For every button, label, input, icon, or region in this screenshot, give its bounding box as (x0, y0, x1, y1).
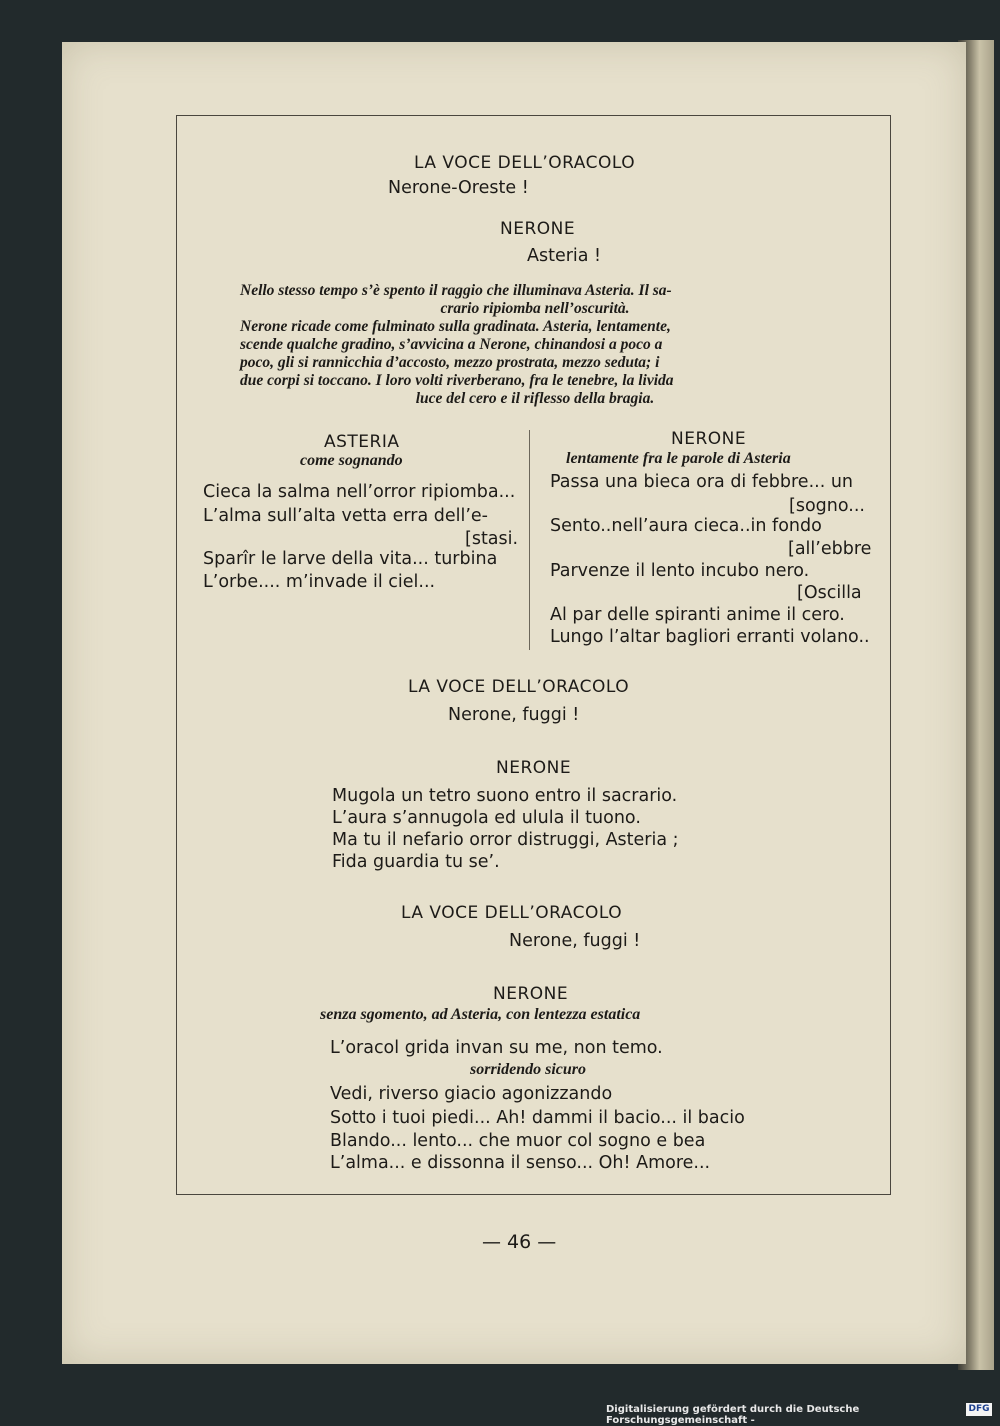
verse-line: L’orbe.... m’invade il ciel... (203, 572, 436, 592)
speaker-heading: LA VOCE DELL’ORACOLO (408, 677, 630, 697)
digitization-credit: Digitalisierung gefördert durch die Deutsche Forschungsgemeinschaft - (606, 1404, 860, 1426)
stage-line: poco, gli si rannicchia d’accosto, mezzo prostrata, mezzo seduta; i (240, 354, 660, 371)
stage-line: Nerone ricade come fulminato sulla gradinata. Asteria, lentamente, (240, 318, 671, 335)
stage-direction: come sognando (300, 452, 403, 469)
verse-line: Lungo l’altar bagliori erranti volano.. (550, 627, 870, 647)
speaker-heading: LA VOCE DELL’ORACOLO (401, 903, 623, 923)
verse-line: L’alma... e dissonna il senso... Oh! Amore... (330, 1153, 711, 1173)
dfg-logo: DFG (966, 1403, 992, 1416)
verse-line: Nerone, fuggi ! (509, 931, 641, 951)
page-number: — 46 — (482, 1231, 557, 1253)
stage-direction (240, 282, 830, 408)
verse-line: Cieca la salma nell’orror ripiomba... (203, 482, 516, 502)
speaker-heading: NERONE (671, 429, 747, 449)
verse-line: [sogno... (789, 496, 865, 516)
verse-line: Fida guardia tu se’. (332, 852, 500, 872)
verse-line: Ma tu il nefario orror distruggi, Asteria ; (332, 830, 679, 850)
text-frame (176, 115, 891, 1195)
verse-line: L’oracol grida invan su me, non temo. (330, 1038, 663, 1058)
verse-line: Mugola un tetro suono entro il sacrario. (332, 786, 678, 806)
column-divider (529, 430, 530, 650)
verse-line: Sento..nell’aura cieca..in fondo (550, 516, 822, 536)
verse-line: Passa una bieca ora di febbre... un (550, 472, 854, 492)
verse-line: L’alma sull’alta vetta erra dell’e- (203, 506, 488, 526)
verse-line: Blando... lento... che muor col sogno e bea (330, 1131, 706, 1151)
verse-line: Sparîr le larve della vita... turbina (203, 549, 498, 569)
verse-line: Asteria ! (527, 246, 602, 266)
stage-line: Nello stesso tempo s’è spento il raggio che illuminava Asteria. Il sa- (240, 282, 672, 299)
verse-line: [Oscilla (797, 583, 862, 603)
stage-direction: lentamente fra le parole di Asteria (566, 450, 791, 467)
verse-line: L’aura s’annugola ed ulula il tuono. (332, 808, 641, 828)
stage-line: due corpi si toccano. I loro volti riverberano, fra le tenebre, la livida (240, 372, 674, 389)
stage-direction: sorridendo sicuro (470, 1061, 587, 1078)
stage-line: luce del cero e il riflesso della bragia. (415, 390, 655, 407)
verse-line: Vedi, riverso giacio agonizzando (330, 1084, 613, 1104)
speaker-heading: ASTERIA (324, 432, 400, 452)
verse-line: Nerone-Oreste ! (388, 178, 529, 198)
speaker-heading: NERONE (496, 758, 572, 778)
verse-line: [all’ebbre (788, 539, 872, 559)
verse-line: Al par delle spiranti anime il cero. (550, 605, 845, 625)
verse-line: Sotto i tuoi piedi... Ah! dammi il bacio... il bacio (330, 1108, 745, 1128)
stage-direction: senza sgomento, ad Asteria, con lentezza estatica (320, 1006, 641, 1023)
stage-line: crario ripiomba nell’oscurità. (440, 300, 630, 317)
speaker-heading: NERONE (500, 219, 576, 239)
verse-line: Parvenze il lento incubo nero. (550, 561, 810, 581)
verse-line: Nerone, fuggi ! (448, 705, 580, 725)
stage-line: scende qualche gradino, s’avvicina a Nerone, chinandosi a poco a (240, 336, 663, 353)
verse-line: [stasi. (465, 529, 519, 549)
speaker-heading: NERONE (493, 984, 569, 1004)
speaker-heading: LA VOCE DELL’ORACOLO (414, 153, 636, 173)
